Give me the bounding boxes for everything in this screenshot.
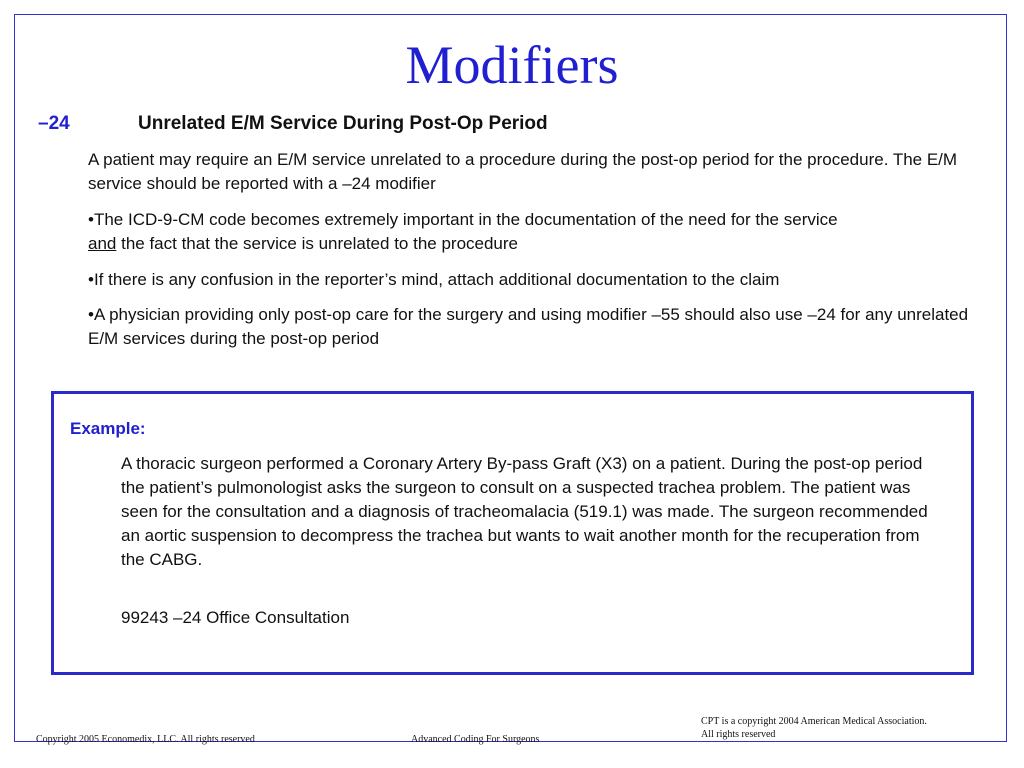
example-label: Example:: [70, 419, 146, 438]
example-code-line: 99243 –24 Office Consultation: [121, 608, 350, 627]
intro-paragraph: A patient may require an E/M service unrelated to a procedure during the post-op period for the procedure. The E/M service should be reported with a –24 modifier: [88, 150, 958, 193]
bullet-post-op-care: •A physician providing only post-op care for the surgery and using modifier –55 should also use –24 for any unrelated E/M services during the post-op period: [88, 305, 969, 348]
footer-course-title: Advanced Coding For Surgeons: [411, 734, 540, 745]
bullet-icd-documentation: [88, 208, 973, 256]
footer-cpt-line2: All rights reserved: [701, 729, 776, 740]
bullet-confusion: •If there is any confusion in the reporter’s mind, attach additional documentation to the claim: [88, 270, 780, 289]
bullet-icd-underlined-word: and: [88, 234, 117, 253]
footer-cpt-line1: CPT is a copyright 2004 American Medical Association.: [701, 716, 927, 727]
footer-copyright: Copyright 2005 Economedix, LLC. All rights reserved: [36, 734, 255, 745]
modifier-code: –24: [38, 113, 70, 134]
modifier-heading: Unrelated E/M Service During Post-Op Period: [138, 113, 548, 134]
slide-title: Modifiers: [405, 35, 619, 95]
bullet-icd-line2: the fact that the service is unrelated to the procedure: [116, 234, 518, 253]
example-paragraph: A thoracic surgeon performed a Coronary Artery By-pass Graft (X3) on a patient. During the post-op period the patient’s pulmonologist asks the surgeon to consult on a suspected trachea problem. The patient was seen for the consultation and a diagnosis of tracheomalacia (519.1) was made. The surgeon recommended an aortic suspension to decompress the trachea but wants to wait another month for the recuperation from the CABG.: [121, 454, 928, 569]
bullet-icd-line1: •The ICD-9-CM code becomes extremely important in the documentation of the need for the service: [88, 210, 838, 229]
